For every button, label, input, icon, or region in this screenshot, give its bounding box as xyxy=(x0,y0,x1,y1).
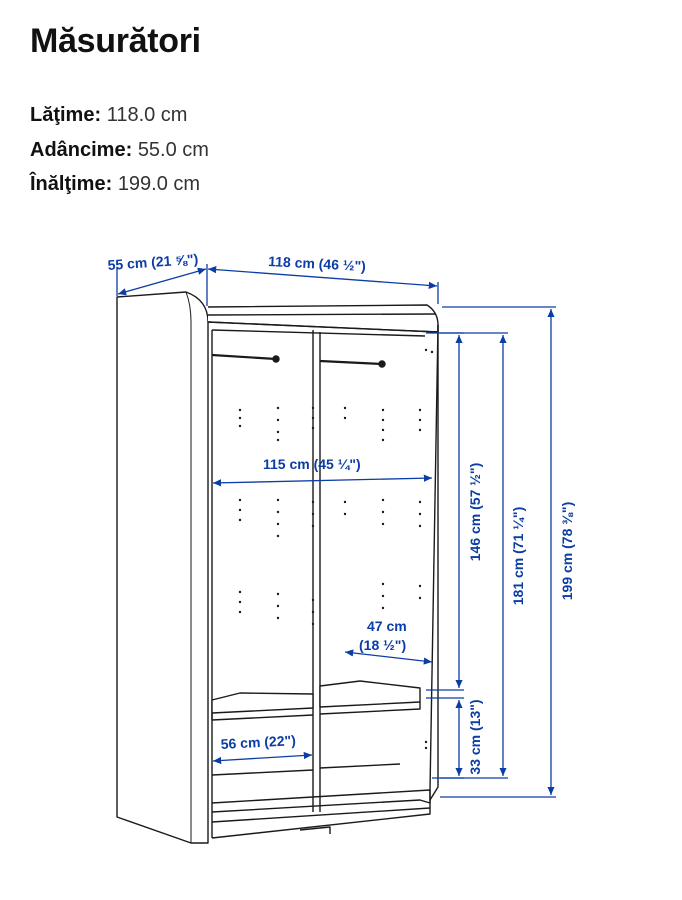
hanging-rail-left xyxy=(212,355,276,359)
label-height-inner: 181 cm (71 ¼") xyxy=(510,506,526,606)
label-height-lower: 33 cm (13") xyxy=(467,699,483,775)
shelf-right xyxy=(320,681,420,707)
spec-height-value: 199.0 cm xyxy=(117,173,201,195)
label-compartment-width: 56 cm (22") xyxy=(220,732,297,752)
spec-height xyxy=(30,167,209,202)
hanging-rail-right xyxy=(320,361,382,364)
spec-depth xyxy=(30,133,209,168)
spec-width-label: Lăţime: xyxy=(30,104,102,126)
dim-line-inner-depth xyxy=(345,652,432,662)
label-height-total: 199 cm (78 ⅜") xyxy=(559,501,575,601)
dim-line-depth-top xyxy=(118,269,206,294)
side-panel xyxy=(117,292,208,843)
spec-width-value: 118.0 cm xyxy=(106,104,188,126)
top-panel xyxy=(208,305,438,332)
wardrobe-diagram xyxy=(0,230,682,900)
wardrobe-drawing xyxy=(117,292,438,843)
right-edge xyxy=(430,325,438,803)
page-title: Măsurători xyxy=(30,22,201,60)
shelf xyxy=(212,693,313,713)
label-width-top: 118 cm (46 ½") xyxy=(267,253,367,275)
label-inner-width: 115 cm (45 ¼") xyxy=(263,456,361,472)
label-height-upper: 146 cm (57 ½") xyxy=(467,462,483,562)
dim-line-compartment-width xyxy=(213,755,312,761)
dim-line-inner-width xyxy=(213,478,432,483)
spec-width xyxy=(30,98,209,133)
label-inner-depth-2: (18 ½") xyxy=(359,637,407,653)
specs-list xyxy=(30,98,209,202)
spec-depth-value: 55.0 cm xyxy=(137,138,209,161)
base-plinth xyxy=(212,790,430,812)
label-inner-depth-1: 47 cm xyxy=(367,618,407,634)
spec-height-label: Înălţime: xyxy=(30,173,113,195)
label-depth-top: 55 cm (21 ⅝") xyxy=(107,250,199,273)
spec-depth-label: Adâncime: xyxy=(30,138,133,161)
